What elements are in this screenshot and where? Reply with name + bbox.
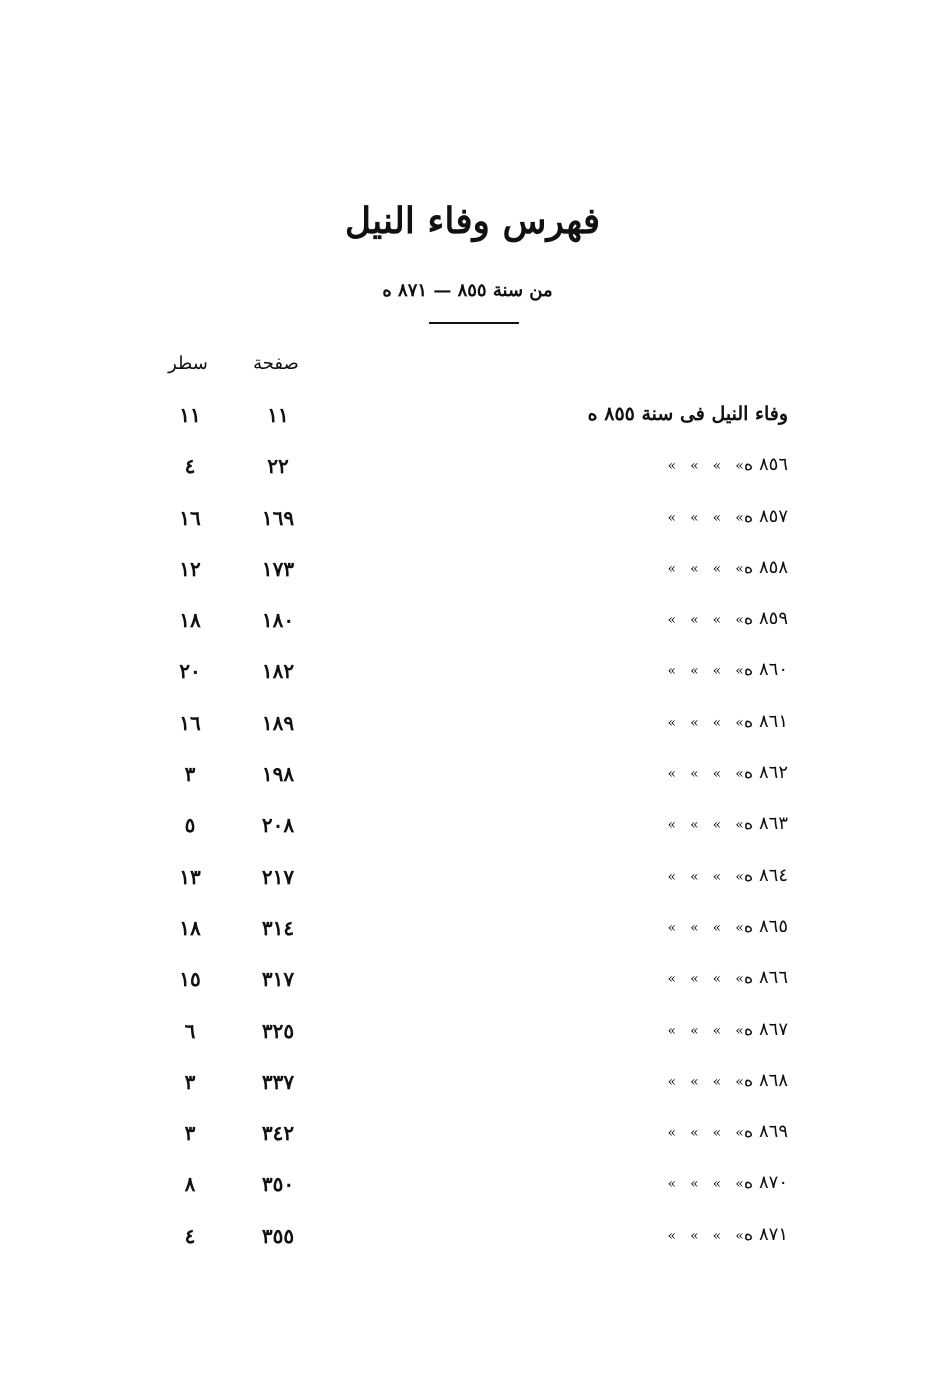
ditto-mark: » <box>690 509 699 526</box>
ditto-mark: » <box>712 714 722 731</box>
ditto-mark: » <box>712 919 722 936</box>
entry-page: ١٦٩ <box>261 505 295 530</box>
table-row <box>0 602 933 653</box>
entry-line: ١٢ <box>179 556 201 581</box>
entry-year: ٨٦٦ ه <box>743 967 788 989</box>
entry-label <box>654 967 788 988</box>
ditto-mark: » <box>712 560 722 577</box>
title-divider <box>429 322 519 324</box>
ditto-mark: » <box>735 1022 744 1039</box>
ditto-mark: » <box>735 663 744 680</box>
entry-label <box>654 865 788 886</box>
entry-line: ١٥ <box>179 967 201 992</box>
entry-year: ٨٦٥ ه <box>743 915 788 937</box>
ditto-mark: » <box>735 612 744 629</box>
ditto-mark: » <box>735 919 744 936</box>
entry-label <box>654 1019 788 1040</box>
entry-year: ٨٥٩ ه <box>743 608 788 630</box>
entry-year: ٨٦٣ ه <box>743 813 788 835</box>
entry-page: ٣٥٠ <box>261 1172 295 1197</box>
entry-page: ١٨٩ <box>261 710 295 735</box>
entry-label <box>654 659 788 680</box>
entry-label <box>654 762 788 783</box>
ditto-mark: » <box>667 817 677 834</box>
ditto-mark: » <box>735 458 744 475</box>
table-row <box>0 1218 933 1269</box>
ditto-mark: » <box>690 868 699 885</box>
table-row <box>0 756 933 807</box>
ditto-mark: » <box>667 1227 677 1244</box>
ditto-mark: » <box>712 509 722 526</box>
ditto-mark: » <box>667 868 677 885</box>
table-row <box>0 1166 933 1217</box>
entry-year: ٨٦١ ه <box>743 710 788 732</box>
entry-page: ٢٠٨ <box>261 813 295 838</box>
ditto-mark: » <box>735 1125 744 1142</box>
entry-page: ١٨٢ <box>261 659 295 684</box>
entry-page: ٢٢ <box>267 454 289 479</box>
page-subtitle: من سنة ٨٥٥ — ٨٧١ ه <box>382 280 553 301</box>
entry-year: ٨٥٦ ه <box>743 454 788 476</box>
ditto-mark: » <box>735 766 744 783</box>
entry-line: ٤ <box>184 454 196 479</box>
entry-page: ٢١٧ <box>261 864 295 889</box>
entry-line: ٣ <box>184 762 196 787</box>
ditto-mark: » <box>735 1227 744 1244</box>
table-row <box>0 1115 933 1166</box>
entry-year: ٨٥٧ ه <box>743 505 788 527</box>
column-header-page: صفحة <box>253 353 299 374</box>
table-row <box>0 1064 933 1115</box>
table-row <box>0 551 933 602</box>
entry-label <box>654 608 788 629</box>
ditto-mark: » <box>690 458 699 475</box>
entry-label <box>654 1224 788 1245</box>
ditto-mark: » <box>667 1125 677 1142</box>
entry-page: ١٨٠ <box>261 608 295 633</box>
ditto-mark: » <box>690 1073 699 1090</box>
entry-line: ١٣ <box>179 864 201 889</box>
ditto-mark: » <box>667 1073 677 1090</box>
ditto-mark: » <box>712 663 722 680</box>
ditto-mark: » <box>690 971 699 988</box>
table-row <box>0 397 933 448</box>
table-row <box>0 500 933 551</box>
ditto-mark: » <box>667 560 677 577</box>
ditto-mark: » <box>667 663 677 680</box>
entry-year: ٨٦٨ ه <box>743 1069 788 1091</box>
entry-line: ٢٠ <box>179 659 201 684</box>
entry-year: ٨٧٠ ه <box>743 1172 788 1194</box>
column-header-line: سطر <box>168 353 208 374</box>
entry-line: ٥ <box>184 813 196 838</box>
table-row <box>0 705 933 756</box>
entry-line: ١٨ <box>179 915 201 940</box>
ditto-mark: » <box>667 714 677 731</box>
ditto-mark: » <box>690 919 699 936</box>
entry-line: ١١ <box>179 403 201 427</box>
entry-page: ٣٤٢ <box>261 1121 295 1146</box>
entry-label <box>654 711 788 732</box>
table-row <box>0 910 933 961</box>
ditto-mark: » <box>667 971 677 988</box>
ditto-mark: » <box>712 1022 722 1039</box>
entry-line: ١٦ <box>179 505 201 530</box>
entry-year: ٨٦٤ ه <box>743 864 788 886</box>
page-title: فهرس وفاء النيل <box>344 200 601 242</box>
ditto-mark: » <box>712 1125 722 1142</box>
ditto-mark: » <box>667 1176 677 1193</box>
entry-page: ٣٣٧ <box>261 1069 295 1094</box>
table-row <box>0 448 933 499</box>
ditto-mark: » <box>690 663 699 680</box>
ditto-mark: » <box>667 919 677 936</box>
ditto-mark: » <box>690 1227 699 1244</box>
ditto-mark: » <box>735 560 744 577</box>
ditto-mark: » <box>735 509 744 526</box>
entry-line: ١٨ <box>179 608 201 633</box>
ditto-mark: » <box>712 1176 722 1193</box>
ditto-mark: » <box>712 868 722 885</box>
entry-line: ٣ <box>184 1121 196 1146</box>
entry-year: ٨٦٢ ه <box>743 762 788 784</box>
ditto-mark: » <box>667 458 677 475</box>
entry-line: ٨ <box>184 1172 196 1197</box>
index-table <box>0 397 933 1269</box>
ditto-mark: » <box>712 1073 722 1090</box>
ditto-mark: » <box>735 1073 744 1090</box>
ditto-mark: » <box>712 1227 722 1244</box>
entry-label <box>654 454 788 475</box>
ditto-mark: » <box>690 1176 699 1193</box>
ditto-mark: » <box>735 817 744 834</box>
entry-year: ٨٦٠ ه <box>743 659 788 681</box>
entry-label <box>654 1172 788 1193</box>
entry-line: ٦ <box>184 1018 196 1043</box>
entry-page: ٣٢٥ <box>261 1018 295 1043</box>
entry-label <box>654 506 788 527</box>
entry-year: ٨٧١ ه <box>743 1223 788 1245</box>
entry-page: ٣١٤ <box>261 915 295 940</box>
ditto-mark: » <box>735 868 744 885</box>
ditto-mark: » <box>667 1022 677 1039</box>
ditto-mark: » <box>667 612 677 629</box>
ditto-mark: » <box>690 612 699 629</box>
ditto-mark: » <box>690 560 699 577</box>
entry-label <box>654 1070 788 1091</box>
ditto-mark: » <box>735 971 744 988</box>
entry-year: ٨٥٨ ه <box>743 556 788 578</box>
entry-page: ١١ <box>267 403 289 427</box>
entry-page: ١٩٨ <box>261 762 295 787</box>
entry-year: ٨٦٩ ه <box>743 1121 788 1143</box>
table-row <box>0 859 933 910</box>
ditto-mark: » <box>712 766 722 783</box>
entry-label <box>654 1121 788 1142</box>
ditto-mark: » <box>712 458 722 475</box>
ditto-mark: » <box>667 766 677 783</box>
table-row <box>0 961 933 1012</box>
entry-page: ٣٥٥ <box>261 1223 295 1248</box>
entry-label: وفاء النيل فى سنة ٨٥٥ ه <box>587 403 788 425</box>
entry-year: ٨٦٧ ه <box>743 1018 788 1040</box>
entry-line: ١٦ <box>179 710 201 735</box>
ditto-mark: » <box>690 1022 699 1039</box>
ditto-mark: » <box>667 509 677 526</box>
entry-line: ٤ <box>184 1223 196 1248</box>
ditto-mark: » <box>735 714 744 731</box>
entry-page: ١٧٣ <box>261 556 295 581</box>
ditto-mark: » <box>690 817 699 834</box>
entry-line: ٣ <box>184 1069 196 1094</box>
entry-label <box>654 916 788 937</box>
ditto-mark: » <box>712 971 722 988</box>
table-row <box>0 653 933 704</box>
entry-label <box>654 813 788 834</box>
ditto-mark: » <box>712 612 722 629</box>
table-row <box>0 1013 933 1064</box>
ditto-mark: » <box>712 817 722 834</box>
table-row <box>0 807 933 858</box>
entry-page: ٣١٧ <box>261 967 295 992</box>
ditto-mark: » <box>735 1176 744 1193</box>
ditto-mark: » <box>690 714 699 731</box>
entry-label <box>654 557 788 578</box>
ditto-mark: » <box>690 766 699 783</box>
ditto-mark: » <box>690 1125 699 1142</box>
